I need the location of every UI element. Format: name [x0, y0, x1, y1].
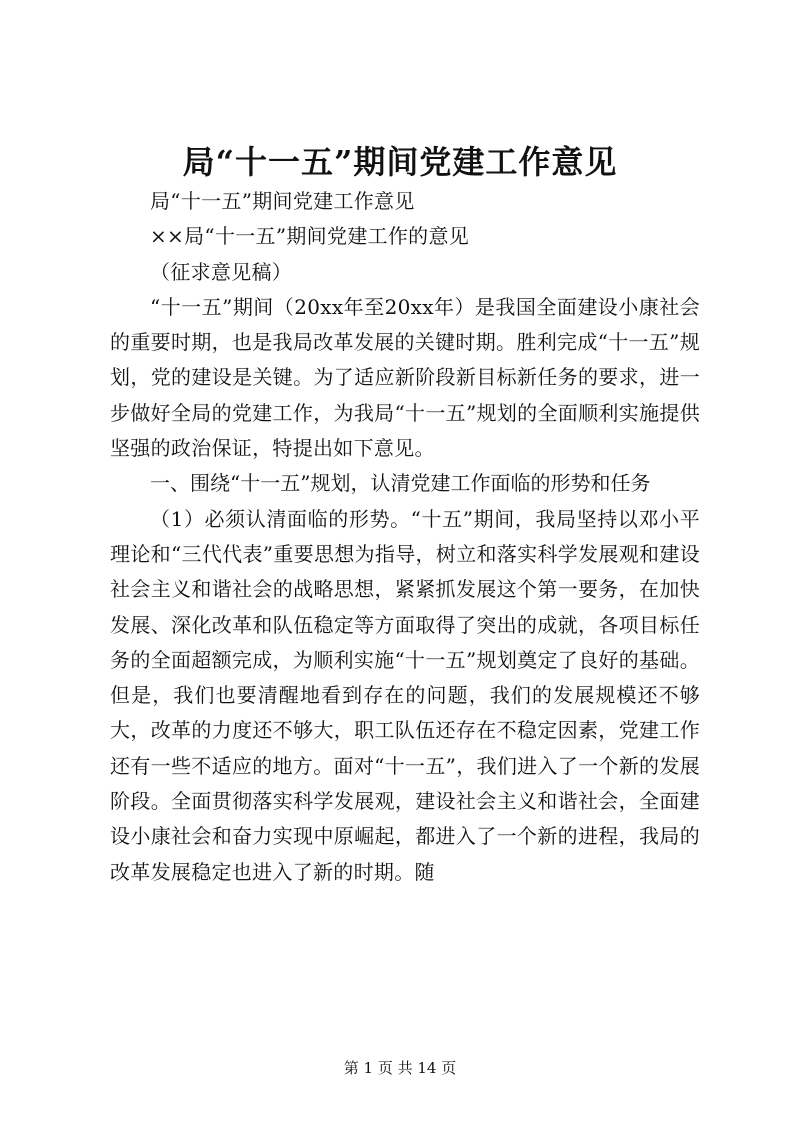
page-footer: 第 1 页 共 14 页	[343, 1059, 457, 1077]
document-body	[110, 184, 700, 890]
paragraph-draft-note: （征求意见稿）	[150, 259, 293, 284]
paragraph-heading: ××局“十一五”期间党建工作的意见	[150, 224, 470, 249]
paragraph-situation: （1）必须认清面临的形势。“十五”期间，我局坚持以邓小平理论和“三代代表”重要思想为指导，树立和落实科学发展观和建设社会主义和谐社会的战略思想，紧紧抓发展这个第一要务，在加快发展、深化改革和队伍稳定等方面取得了突出的成就，各项目标任务的全面超额完成，为顺利实施“十一五”规划奠定了良好的基础。但是，我们也要清醒地看到存在的问题，我们的发展规模还不够大，改革的力度还不够大，职工队伍还存在不稳定因素，党建工作还有一些不适应的地方。面对“十一五”，我们进入了一个新的发展阶段。全面贯彻落实科学发展观，建设社会主义和谐社会，全面建设小康社会和奋力实现中原崛起，都进入了一个新的进程，我局的改革发展稳定也进入了新的时期。随	[110, 506, 700, 884]
paragraph-subtitle: 局“十一五”期间党建工作意见	[150, 189, 415, 213]
section-heading-1: 一、围绕“十一五”规划，认清党建工作面临的形势和任务	[150, 471, 651, 496]
document-title: 局“十一五”期间党建工作意见	[182, 143, 618, 181]
paragraph-intro: “十一五”期间（20xx年至20xx年）是我国全面建设小康社会的重要时期，也是我局改革发展的关键时期。胜利完成“十一五”规划，党的建设是关键。为了适应新阶段新目标新任务的要求，进一步做好全局的党建工作，为我局“十一五”规划的全面顺利实施提供坚强的政治保证，特提出如下意见。	[110, 294, 700, 461]
